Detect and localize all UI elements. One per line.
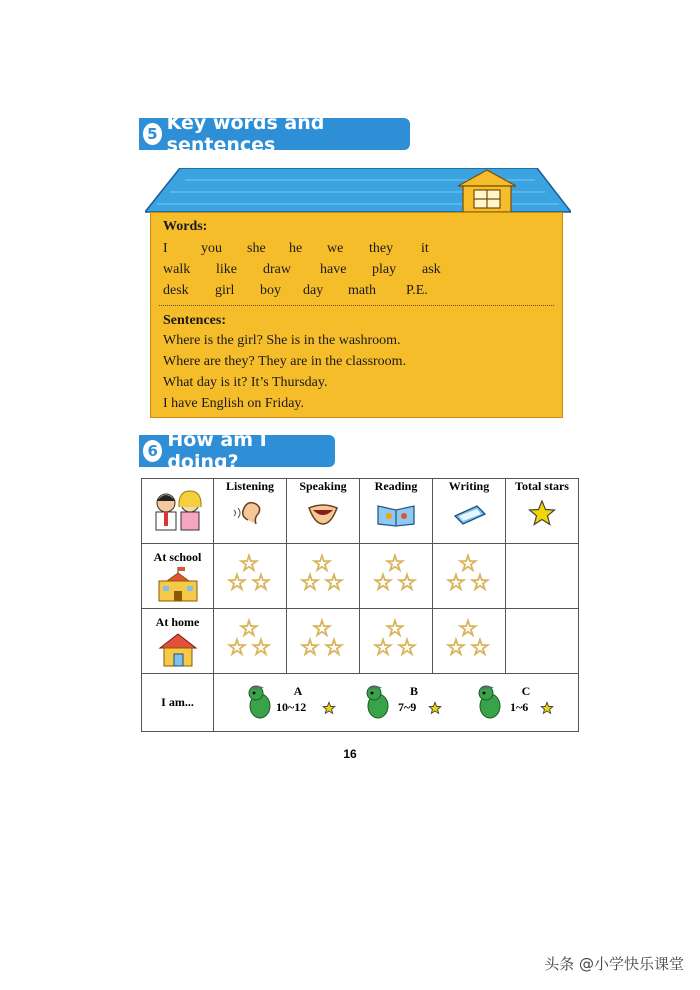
sentence-line: I have English on Friday.: [163, 396, 305, 411]
word: we: [327, 241, 344, 256]
book-icon: [374, 498, 418, 528]
header-label: Total stars: [515, 479, 569, 493]
header-label: Speaking: [299, 479, 347, 493]
word: math: [348, 283, 376, 298]
grade-c[interactable]: [476, 684, 576, 724]
star-cell[interactable]: ★ ★ ★: [360, 544, 433, 609]
word: girl: [215, 283, 235, 298]
grade-letter: A: [293, 684, 303, 698]
star-cell[interactable]: ★ ★ ★: [433, 544, 506, 609]
words-label: Words:: [163, 219, 208, 234]
total-stars-cell[interactable]: [506, 544, 579, 609]
ear-icon: [230, 498, 270, 528]
word: walk: [163, 262, 191, 277]
header-writing: [433, 479, 506, 544]
watermark-text: 头条 @小学快乐课堂: [544, 955, 684, 973]
header-label: Reading: [374, 479, 418, 493]
iam-label-cell: [142, 674, 214, 732]
sentences-label: Sentences:: [163, 313, 226, 328]
word-row-1: [163, 241, 429, 257]
header-label: Writing: [448, 479, 490, 493]
word: P.E.: [406, 283, 428, 298]
word: boy: [260, 283, 281, 298]
kids-cell: [142, 479, 214, 544]
star-icon: [428, 701, 442, 715]
divider: [159, 305, 554, 306]
star-cell[interactable]: ★ ★ ★: [360, 609, 433, 674]
section-6-title: How am I doing?: [167, 429, 267, 473]
grade-letter: B: [409, 684, 418, 698]
word: they: [369, 241, 394, 256]
row-label-at-home: [142, 609, 214, 674]
house-roof: [145, 168, 571, 214]
total-stars-cell[interactable]: [506, 609, 579, 674]
star-icon: [540, 701, 554, 715]
sentence-line: Where is the girl? She is in the washroom.: [163, 333, 401, 348]
word: day: [303, 283, 324, 298]
word: ask: [422, 262, 441, 277]
word: like: [216, 262, 237, 277]
grade-range: 1~6: [510, 700, 529, 714]
row-label-at-school: [142, 544, 214, 609]
page-number: 16: [343, 747, 357, 761]
star-cell[interactable]: ★ ★ ★: [433, 609, 506, 674]
iam-label: I am...: [161, 695, 194, 709]
word: he: [289, 241, 303, 256]
sentence-line: Where are they? They are in the classroom.: [163, 354, 407, 369]
header-total-stars: [506, 479, 579, 544]
star-icon: [322, 701, 336, 715]
grade-b[interactable]: [364, 684, 464, 724]
dinosaur-icon: [246, 684, 274, 720]
word: she: [247, 241, 266, 256]
school-icon: [153, 567, 203, 603]
section-5-header: [139, 112, 410, 156]
sentence-line: What day is it? It’s Thursday.: [163, 375, 328, 390]
star-cell[interactable]: ★ ★ ★: [214, 544, 287, 609]
dinosaur-icon: [476, 684, 504, 720]
section-6-header: [139, 429, 335, 473]
row-label: At home: [155, 615, 200, 629]
dinosaur-icon: [364, 684, 392, 720]
row-label: At school: [153, 550, 202, 564]
tablet-icon: [449, 498, 489, 528]
word-row-3: [163, 283, 428, 299]
header-label: Listening: [225, 479, 274, 493]
word: I: [163, 241, 168, 256]
self-evaluation-table: [141, 478, 579, 732]
word: you: [201, 241, 222, 256]
star-cell[interactable]: ★ ★ ★: [287, 544, 360, 609]
grade-cell: [214, 674, 579, 732]
section-5-title: Key words and sentences: [166, 112, 325, 156]
word: draw: [263, 262, 291, 277]
section-6-number: 6: [143, 440, 162, 462]
word: desk: [163, 283, 189, 298]
grade-letter: C: [521, 684, 531, 698]
house-icon: [156, 632, 200, 668]
word: play: [372, 262, 397, 277]
kids-icon: [148, 487, 208, 537]
mouth-icon: [303, 498, 343, 528]
grade-range: 10~12: [276, 700, 307, 714]
header-speaking: [287, 479, 360, 544]
key-words-panel: [150, 212, 563, 418]
header-reading: [360, 479, 433, 544]
grade-a[interactable]: [246, 684, 346, 724]
star-icon: [527, 498, 557, 528]
word-row-2: [163, 262, 441, 278]
grade-range: 7~9: [398, 700, 417, 714]
word: have: [320, 262, 347, 277]
star-cell[interactable]: ★ ★ ★: [214, 609, 287, 674]
header-listening: [214, 479, 287, 544]
word: it: [421, 241, 429, 256]
star-cell[interactable]: ★ ★ ★: [287, 609, 360, 674]
section-5-number: 5: [143, 123, 162, 145]
